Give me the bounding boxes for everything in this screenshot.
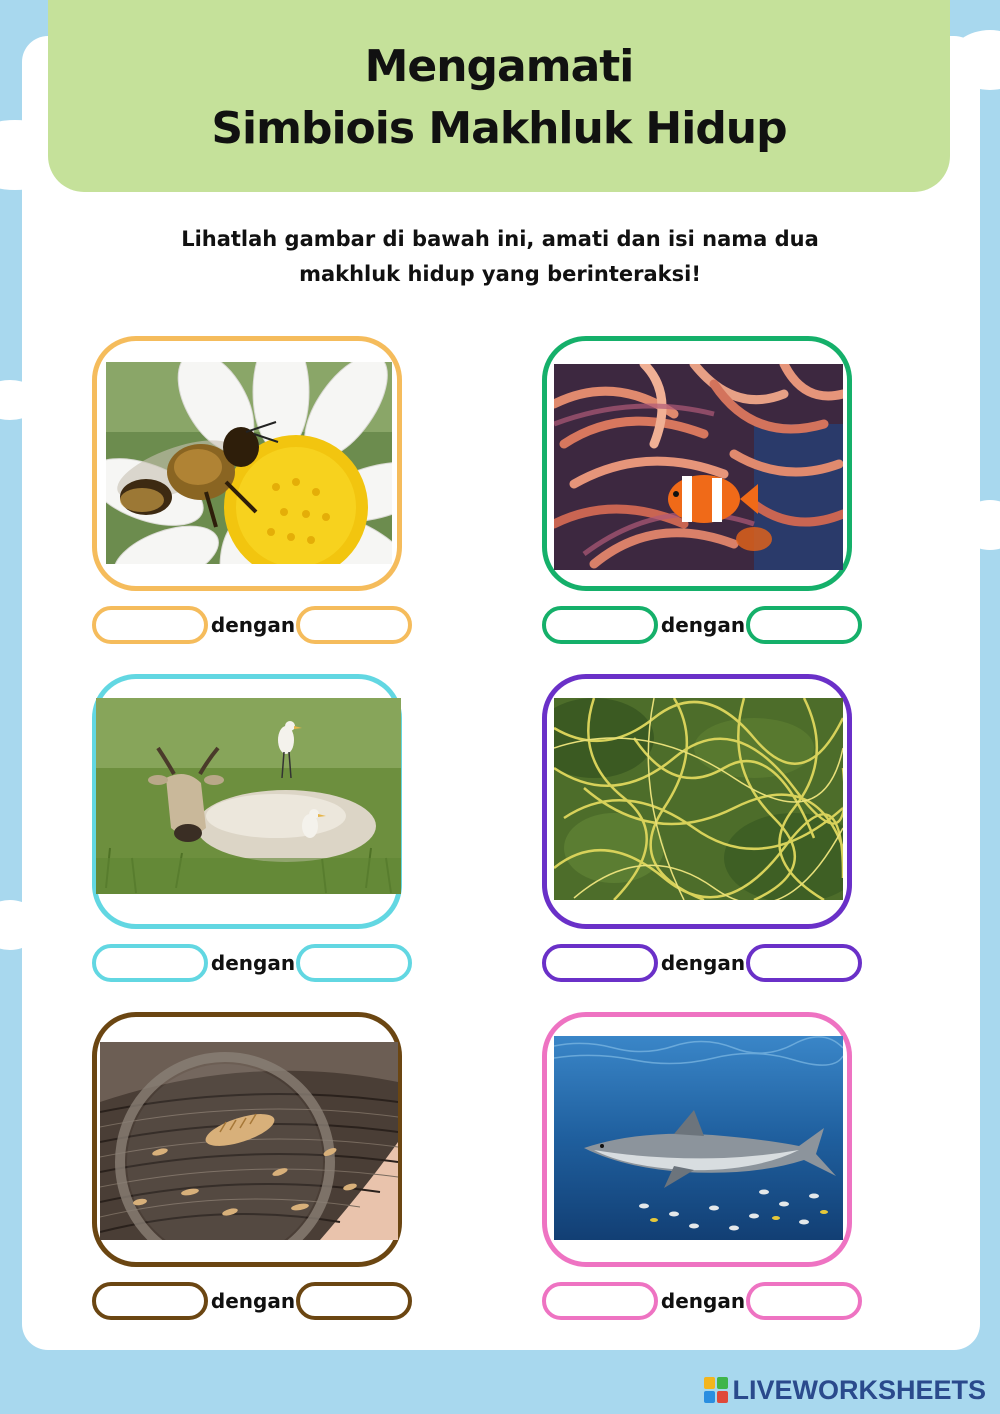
instruction-line-1: Lihatlah gambar di bawah ini, amati dan isi nama dua	[181, 227, 819, 251]
connector-label: dengan	[210, 613, 296, 637]
answer-field-1a[interactable]	[92, 606, 208, 644]
connector-label: dengan	[210, 951, 296, 975]
clownfish-in-anemone-photo	[554, 364, 843, 570]
bee-on-daisy-photo	[106, 362, 392, 564]
answer-field-5a[interactable]	[92, 1282, 208, 1320]
answer-field-6a[interactable]	[542, 1282, 658, 1320]
answer-field-2a[interactable]	[542, 606, 658, 644]
connector-label: dengan	[210, 1289, 296, 1313]
answer-field-3a[interactable]	[92, 944, 208, 982]
answer-field-3b[interactable]	[296, 944, 412, 982]
connector-label: dengan	[660, 951, 746, 975]
answer-field-4a[interactable]	[542, 944, 658, 982]
brand-logo-icon	[704, 1377, 728, 1403]
answer-field-5b[interactable]	[296, 1282, 412, 1320]
brand-name: LIVEWORKSHEETS	[732, 1374, 986, 1405]
title-line-2: Simbiois Makhluk Hidup	[211, 103, 787, 154]
instruction-line-2: makhluk hidup yang berinteraksi!	[299, 262, 701, 286]
connector-label: dengan	[660, 613, 746, 637]
lice-in-hair-photo	[100, 1042, 398, 1240]
page-title	[48, 36, 950, 160]
answer-field-4b[interactable]	[746, 944, 862, 982]
dodder-vine-on-plant-photo	[554, 698, 843, 900]
shark-with-small-fish-photo	[554, 1036, 843, 1240]
answer-field-6b[interactable]	[746, 1282, 862, 1320]
cow-with-egrets-photo	[96, 698, 401, 894]
instruction-text	[150, 222, 850, 292]
title-line-1: Mengamati	[364, 41, 634, 92]
brand-footer	[704, 1372, 986, 1408]
answer-field-1b[interactable]	[296, 606, 412, 644]
answer-field-2b[interactable]	[746, 606, 862, 644]
connector-label: dengan	[660, 1289, 746, 1313]
